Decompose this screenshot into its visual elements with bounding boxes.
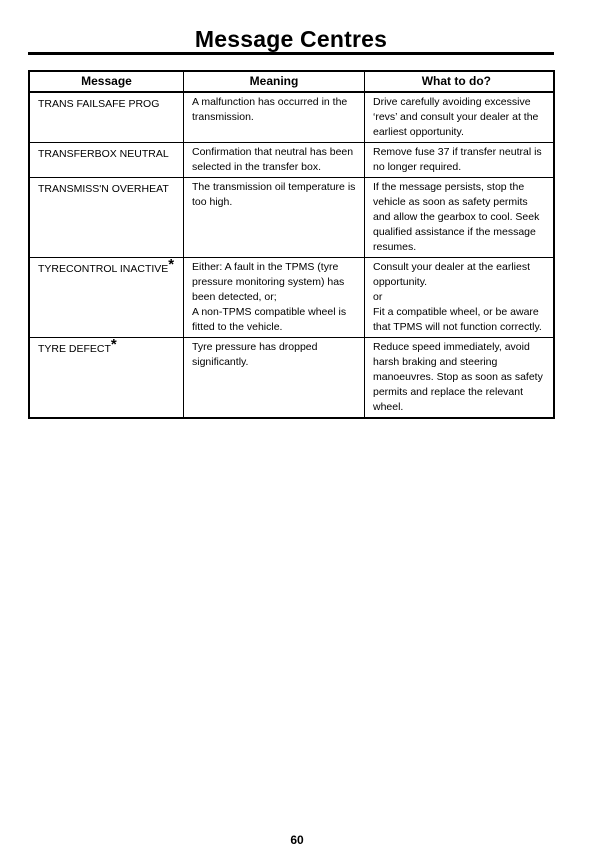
action-cell [365,258,555,338]
page-number: 60 [290,833,304,847]
asterisk-marker: * [168,256,175,273]
message-code: TYRE DEFECT [38,343,111,355]
action-cell [365,92,555,143]
action-text: or [373,291,383,303]
message-cell [29,258,184,338]
message-table [28,70,555,419]
meaning-text: A non-TPMS compatible wheel is fitted to the vehicle. [192,306,347,333]
message-code: TRANS FAILSAFE PROG [38,98,160,110]
meaning-text: Either: A fault in the TPMS (tyre pressure monitoring system) has been detected, or; [192,261,345,303]
table-row [29,92,554,143]
message-cell [29,92,184,143]
message-code: TYRECONTROL INACTIVE [38,263,169,275]
meaning-cell [184,143,365,178]
message-cell [29,178,184,258]
action-cell [365,143,555,178]
table-row [29,178,554,258]
title-divider [28,52,554,55]
message-code: TRANSMISS'N OVERHEAT [38,183,169,195]
asterisk-marker: * [110,336,117,353]
action-text: If the message persists, stop the vehicle as soon as safety permits and allow the gearbox to cool. Seek qualified assistance if the message resumes. [373,181,540,253]
meaning-text: The transmission oil temperature is too high. [192,181,356,208]
action-text: Reduce speed immediately, avoid harsh braking and steering manoeuvres. Stop as soon as safety permits and replace the relevant wheel. [373,341,543,413]
meaning-cell [184,92,365,143]
header-action: What to do? [365,71,555,92]
page-title: Message Centres [194,26,388,52]
table-row [29,143,554,178]
message-cell [29,143,184,178]
meaning-text: A malfunction has occurred in the transmission. [192,96,348,123]
action-cell [365,338,555,419]
meaning-text: Tyre pressure has dropped significantly. [192,341,318,368]
header-message: Message [29,71,184,92]
meaning-cell [184,338,365,419]
table-row [29,338,554,419]
action-text: Drive carefully avoiding excessive ‘revs’ and consult your dealer at the earliest opportunity. [373,96,539,138]
table-row [29,258,554,338]
action-cell [365,178,555,258]
meaning-text: Confirmation that neutral has been selected in the transfer box. [192,146,354,173]
meaning-cell [184,178,365,258]
meaning-cell [184,258,365,338]
header-meaning: Meaning [184,71,365,92]
action-text: Remove fuse 37 if transfer neutral is no longer required. [373,146,542,173]
message-cell [29,338,184,419]
action-text: Consult your dealer at the earliest opportunity. [373,261,531,288]
action-text: Fit a compatible wheel, or be aware that TPMS will not function correctly. [373,306,542,333]
message-code: TRANSFERBOX NEUTRAL [38,148,169,160]
table-header-row [29,71,554,92]
